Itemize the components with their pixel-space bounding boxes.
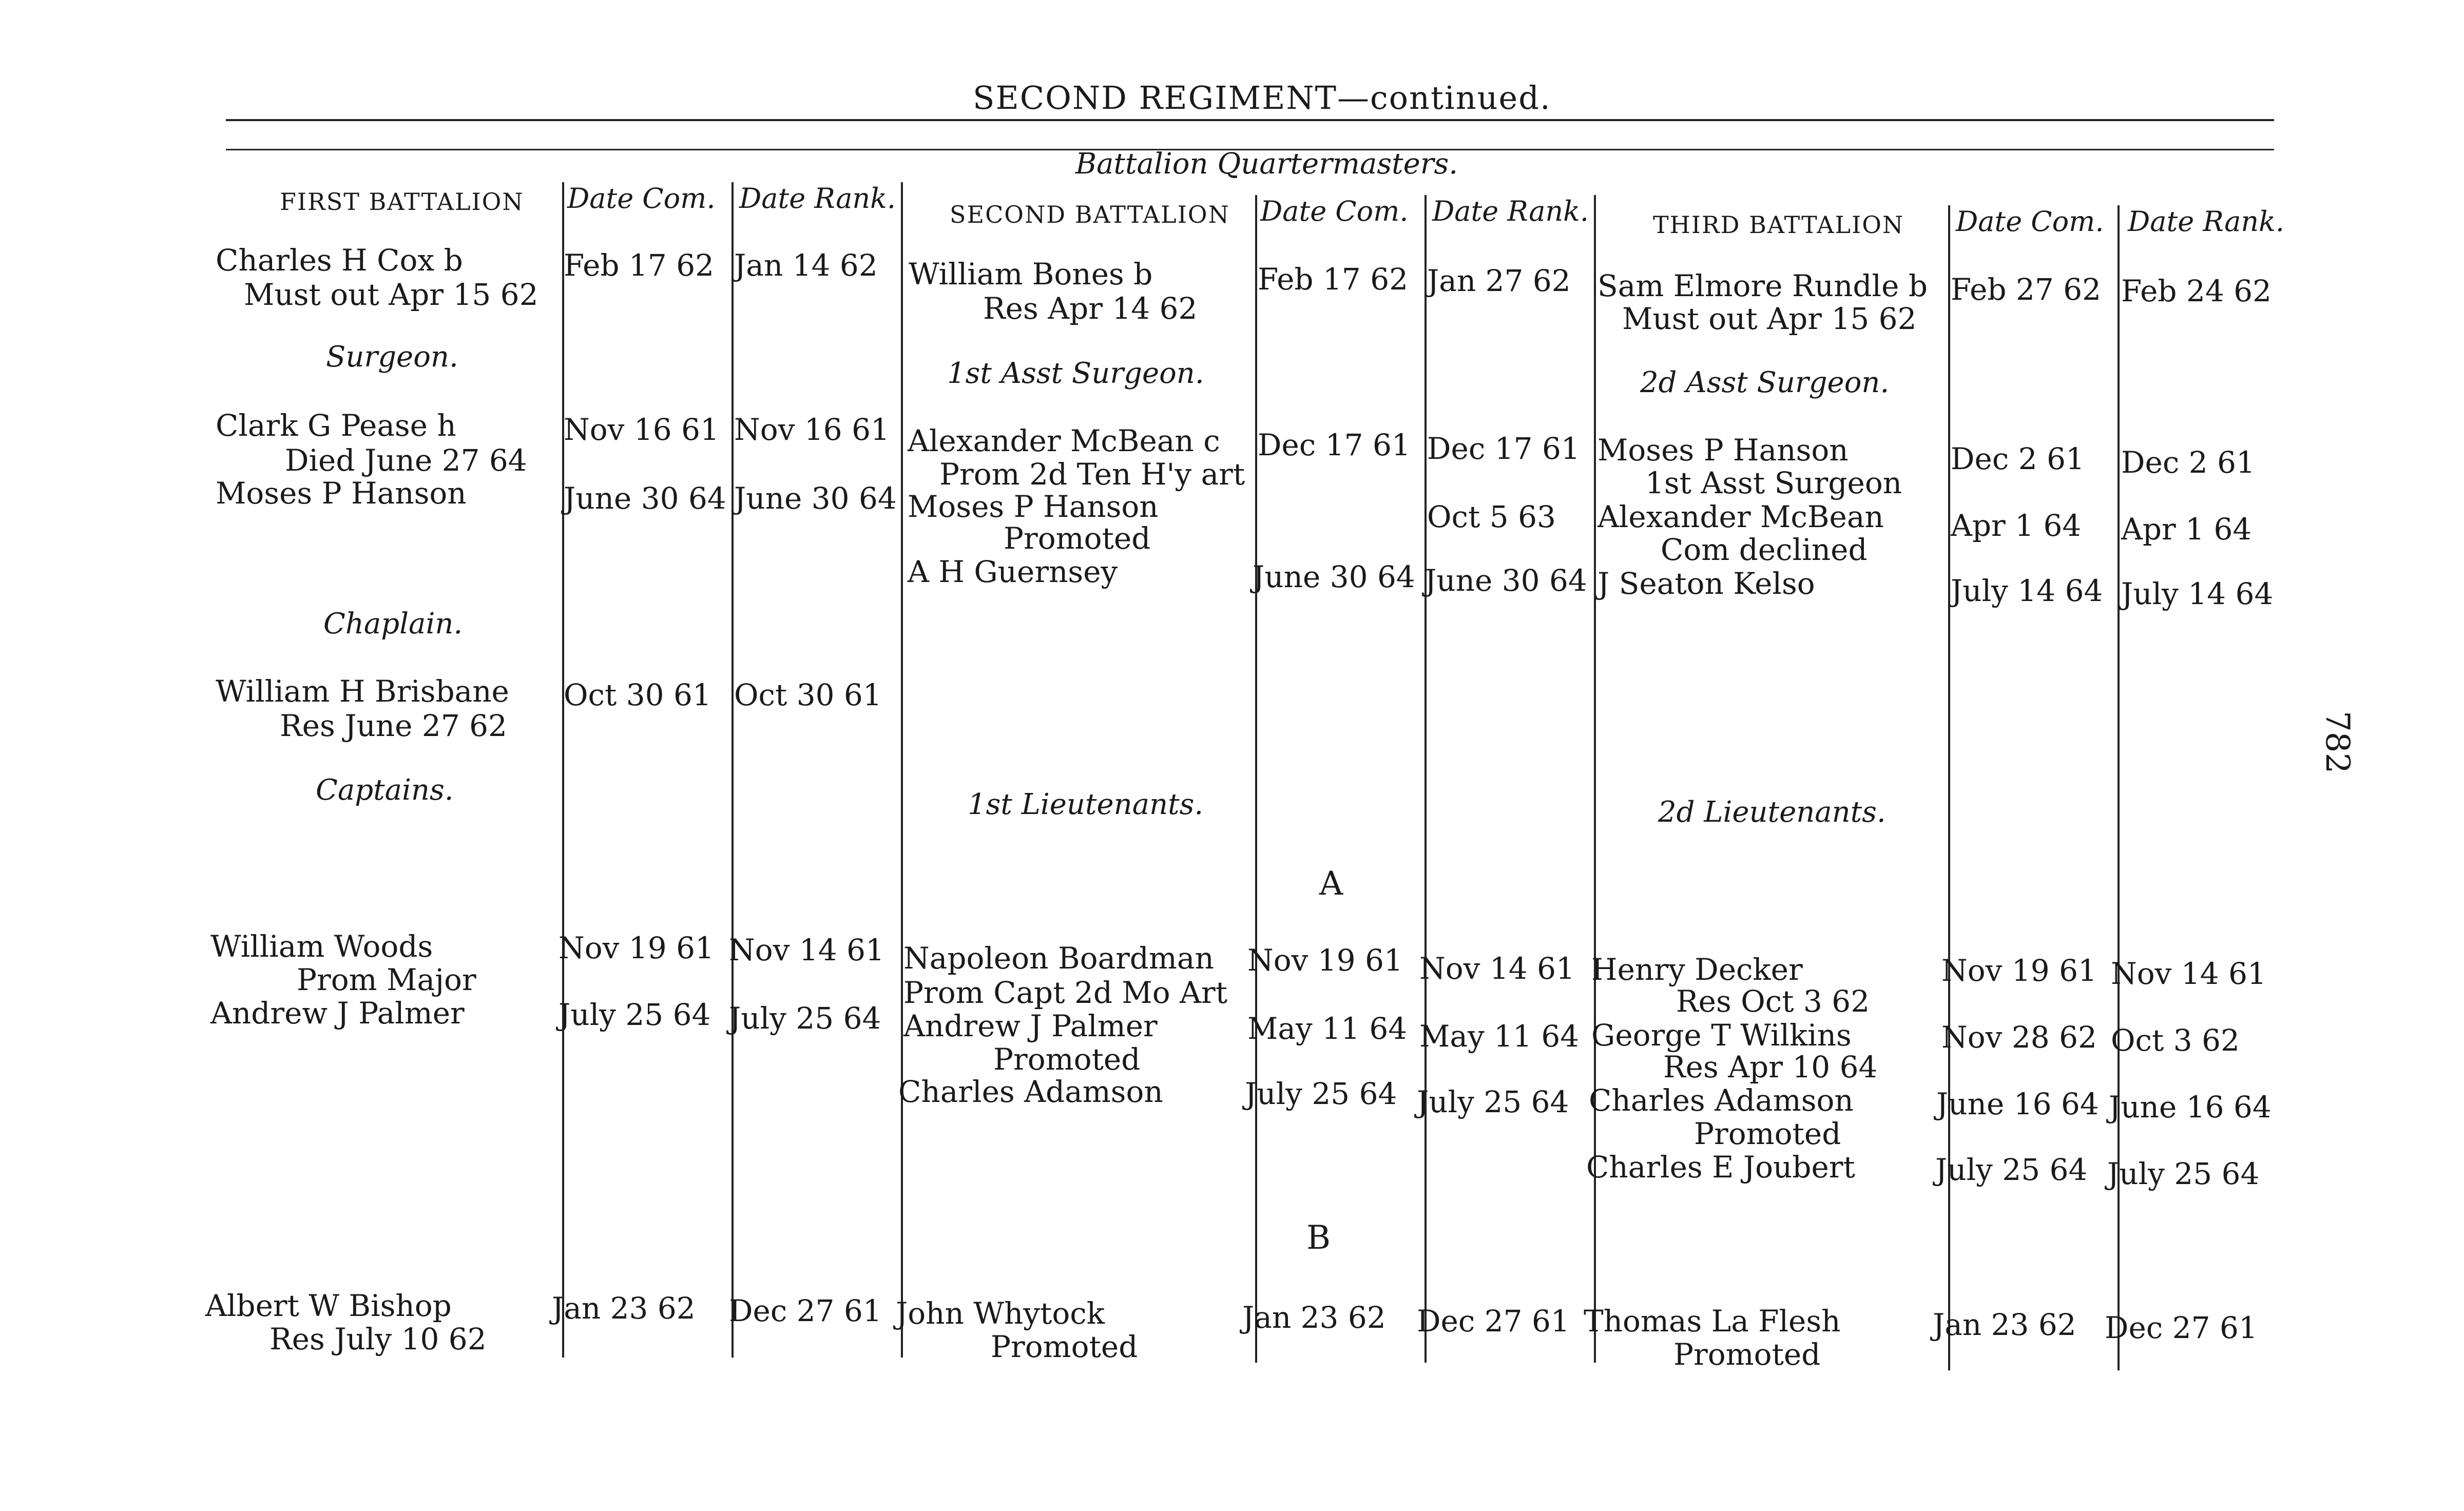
entry-date-com: Feb 27 62: [1951, 272, 2102, 307]
entry-note: Res Apr 14 62: [983, 291, 1198, 326]
entry-date-rank: Dec 27 61: [2105, 1310, 2258, 1345]
entry-name: William H Brisbane: [216, 674, 509, 709]
entry-date-com: Feb 17 62: [1258, 262, 1409, 297]
entry-date-com: Apr 1 64: [1951, 508, 2082, 543]
entry-note: Prom Major: [297, 962, 476, 997]
col-header-third: THIRD BATTALION: [1653, 211, 1904, 239]
entry-date-rank: July 25 64: [2107, 1156, 2260, 1191]
entry-name: John Whytock: [896, 1296, 1105, 1331]
section-second-asst-surgeon: 2d Asst Surgeon.: [1640, 366, 1890, 399]
page-number: 782: [2318, 711, 2356, 774]
entry-name: Henry Decker: [1591, 952, 1803, 987]
col-header-second: SECOND BATTALION: [950, 201, 1230, 228]
entry-date-com: Nov 19 61: [1247, 943, 1403, 978]
col-header-date-com-3: Date Com.: [1956, 205, 2104, 238]
entry-name: Albert W Bishop: [205, 1288, 452, 1323]
entry-date-rank: Nov 14 61: [729, 933, 884, 967]
entry-date-com: Jan 23 62: [1933, 1307, 2076, 1342]
entry-date-rank: July 25 64: [729, 1001, 881, 1036]
page-title: SECOND REGIMENT—continued.: [973, 79, 1551, 117]
column-rule: [2118, 205, 2120, 1370]
column-rule: [901, 182, 903, 1358]
column-rule: [732, 182, 734, 1358]
entry-note: Must out Apr 15 62: [244, 277, 538, 312]
entry-date-com: June 30 64: [1253, 559, 1415, 594]
entry-date-com: July 25 64: [559, 997, 711, 1032]
entry-note: Must out Apr 15 62: [1622, 301, 1917, 336]
entry-note: Prom 2d Ten H'y art: [939, 457, 1245, 492]
header-rule: [226, 119, 2274, 121]
section-second-lieutenants: 2d Lieutenants.: [1658, 796, 1886, 829]
col-header-date-rank-3: Date Rank.: [2128, 205, 2285, 238]
section-surgeon: Surgeon.: [326, 340, 458, 374]
entry-name: Charles H Cox b: [216, 243, 463, 278]
col-header-date-rank-2: Date Rank.: [1432, 195, 1589, 227]
entry-date-com: Dec 17 61: [1258, 428, 1411, 462]
entry-name: Moses P Hanson: [908, 489, 1159, 524]
entry-note: Promoted: [991, 1329, 1138, 1364]
section-captains: Captains.: [316, 773, 454, 807]
column-rule: [1424, 195, 1427, 1363]
entry-date-com: Nov 28 62: [1941, 1020, 2097, 1055]
entry-name: George T Wilkins: [1591, 1018, 1852, 1053]
entry-name: Charles Adamson: [898, 1074, 1163, 1109]
entry-date-rank: Feb 24 62: [2121, 274, 2272, 308]
entry-date-rank: Nov 16 61: [734, 412, 890, 447]
section-first-asst-surgeon: 1st Asst Surgeon.: [947, 357, 1204, 390]
entry-date-rank: Jan 14 62: [734, 248, 878, 283]
entry-date-com: Jan 23 62: [1242, 1300, 1386, 1335]
entry-name: Thomas La Flesh: [1584, 1304, 1841, 1339]
entry-date-com: Nov 19 61: [1941, 953, 2097, 988]
entry-date-com: Nov 19 61: [559, 931, 714, 965]
section-first-lieutenants: 1st Lieutenants.: [968, 788, 1204, 821]
entry-note: Res June 27 62: [280, 708, 507, 743]
col-header-date-rank-1: Date Rank.: [739, 182, 896, 215]
entry-note: Prom Capt 2d Mo Art: [903, 975, 1228, 1010]
entry-date-com: June 30 64: [564, 481, 726, 516]
entry-date-rank: Oct 30 61: [734, 677, 882, 712]
entry-date-rank: Oct 3 62: [2111, 1023, 2240, 1058]
entry-name: William Bones b: [909, 257, 1153, 292]
entry-date-com: Oct 30 61: [564, 677, 711, 712]
entry-name: Clark G Pease h: [216, 408, 456, 443]
entry-date-com: Dec 2 61: [1951, 441, 2085, 476]
entry-date-rank: June 30 64: [1424, 563, 1587, 598]
col-header-first: FIRST BATTALION: [280, 188, 524, 216]
entry-date-rank: June 16 64: [2109, 1090, 2272, 1125]
entry-note: Com declined: [1661, 532, 1868, 567]
entry-note: Res Oct 3 62: [1676, 984, 1870, 1019]
entry-note: Died June 27 64: [285, 443, 527, 478]
entry-date-rank: June 30 64: [734, 481, 897, 516]
entry-date-com: Nov 16 61: [564, 412, 719, 447]
entry-date-com: May 11 64: [1247, 1011, 1408, 1046]
entry-name: William Woods: [210, 929, 433, 964]
entry-name: Moses P Hanson: [1597, 433, 1849, 468]
entry-date-rank: Nov 14 61: [2111, 956, 2266, 991]
company-a-label: A: [1319, 865, 1343, 903]
entry-date-com: July 25 64: [1935, 1152, 2088, 1187]
section-chaplain: Chaplain.: [323, 607, 463, 641]
section-heading: Battalion Quartermasters.: [1075, 147, 1458, 181]
col-header-date-com-2: Date Com.: [1260, 195, 1409, 227]
entry-date-rank: Dec 17 61: [1427, 431, 1580, 466]
entry-date-rank: July 25 64: [1417, 1084, 1569, 1119]
entry-note: 1st Asst Surgeon: [1645, 466, 1902, 500]
entry-name: Andrew J Palmer: [210, 996, 465, 1031]
column-rule: [1948, 205, 1950, 1370]
column-rule: [562, 182, 564, 1358]
entry-name: J Seaton Kelso: [1597, 566, 1815, 601]
entry-name: Napoleon Boardman: [903, 941, 1214, 976]
entry-date-rank: Apr 1 64: [2121, 512, 2252, 547]
entry-date-com: July 25 64: [1245, 1076, 1397, 1111]
entry-name: Charles E Joubert: [1586, 1150, 1855, 1185]
entry-date-rank: Dec 27 61: [1417, 1304, 1570, 1339]
entry-name: Alexander McBean: [1597, 499, 1884, 534]
entry-note: Res Apr 10 64: [1663, 1050, 1878, 1084]
entry-name: Andrew J Palmer: [903, 1009, 1158, 1043]
entry-date-rank: July 14 64: [2121, 576, 2274, 611]
entry-date-rank: Oct 5 63: [1427, 499, 1556, 534]
entry-name: Alexander McBean c: [908, 423, 1220, 458]
entry-name: A H Guernsey: [908, 554, 1118, 589]
entry-note: Promoted: [993, 1042, 1141, 1077]
entry-note: Promoted: [1673, 1337, 1821, 1372]
entry-date-com: July 14 64: [1951, 573, 2103, 608]
company-b-label: B: [1306, 1219, 1331, 1257]
entry-date-com: Jan 23 62: [552, 1291, 696, 1326]
col-header-date-com-1: Date Com.: [567, 182, 716, 215]
entry-date-com: June 16 64: [1936, 1087, 2099, 1121]
column-rule: [1255, 195, 1257, 1363]
entry-date-rank: Dec 2 61: [2121, 445, 2255, 480]
entry-note: Res July 10 62: [270, 1322, 487, 1357]
column-rule: [1594, 195, 1596, 1363]
entry-name: Sam Elmore Rundle b: [1597, 268, 1928, 303]
entry-note: Promoted: [1694, 1116, 1841, 1151]
entry-date-rank: Nov 14 61: [1419, 951, 1575, 986]
entry-date-rank: Dec 27 61: [729, 1293, 882, 1328]
entry-date-rank: Jan 27 62: [1427, 263, 1571, 298]
entry-name: Moses P Hanson: [216, 476, 467, 511]
entry-date-rank: May 11 64: [1419, 1019, 1580, 1054]
entry-name: Charles Adamson: [1589, 1083, 1854, 1118]
entry-note: Promoted: [1004, 521, 1151, 556]
entry-date-com: Feb 17 62: [564, 248, 715, 283]
